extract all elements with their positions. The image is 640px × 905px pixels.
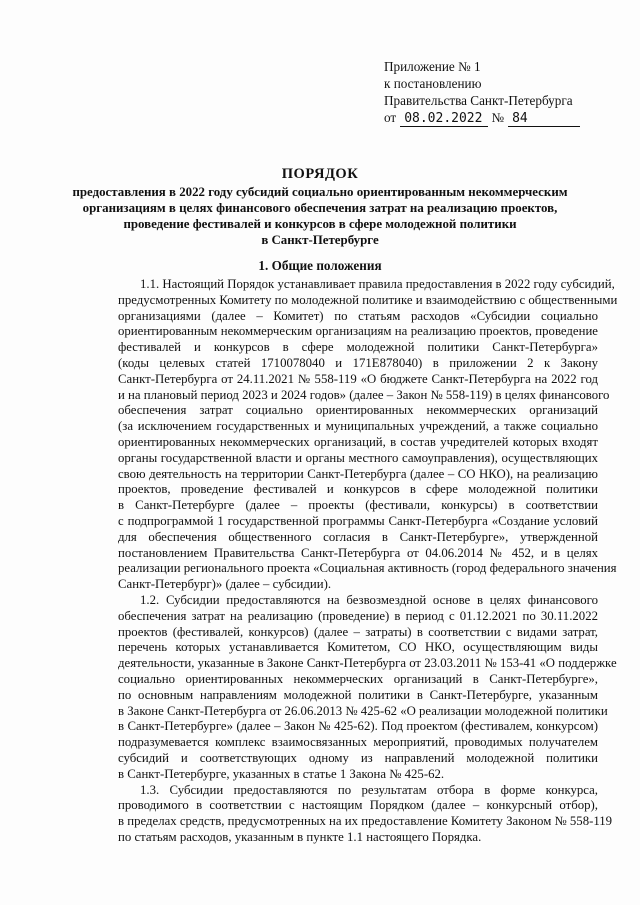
subtitle-line: предоставления в 2022 году субсидий социально ориентированным некоммерческим (72, 185, 568, 199)
paragraph-line: 1.3. Субсидии предоставляются по результатам отбора в форме конкурса, (140, 782, 598, 797)
subtitle-line: проведение фестивалей и конкурсов в сфере молодежной политики (123, 217, 517, 231)
document-title: ПОРЯДОК (281, 166, 359, 182)
paragraph-line: проектов, проведение фестивалей и конкурсов в сфере молодежной политики (118, 482, 598, 497)
appendix-date-line (384, 109, 580, 127)
subtitle-line: в Санкт-Петербурге (261, 233, 379, 247)
paragraph-2 (118, 592, 617, 783)
paragraph-line: реализации регионального проекта «Социальная активность (город федерального значения (118, 561, 617, 576)
subtitle-line: организациям в целях финансового обеспечения затрат на реализацию проектов, (82, 201, 558, 215)
paragraph-line: Санкт-Петербург)» (далее – субсидии). (118, 577, 332, 592)
paragraph-line: в Санкт-Петербурге, указанных в статье 1 Закона № 425-62. (118, 766, 445, 781)
paragraph-line: по основным направлениям молодежной политики в Санкт-Петербурге, указанным (118, 687, 598, 702)
appendix-line-2: к постановлению (384, 76, 482, 91)
paragraph-line: обеспечения затрат на реализацию (проведение) в период с 01.12.2021 по 30.11.2022 (118, 608, 598, 623)
appendix-line-3: Правительства Санкт-Петербурга (384, 93, 573, 108)
paragraph-line: с подпрограммой 1 государственной программы Санкт-Петербурга «Создание условий (118, 513, 598, 528)
paragraph-line: Санкт-Петербурга от 24.11.2021 № 558-119 «О бюджете Санкт-Петербурга на 2022 год (118, 371, 598, 386)
paragraph-line: деятельности, указанные в Законе Санкт-Петербурга от 23.03.2011 № 153-41 «О поддержке (118, 656, 617, 671)
paragraph-line: и на плановый период 2023 и 2024 годов» (далее – Закон № 558-119) в целях финансового (118, 387, 610, 402)
handwritten-number: 84 (508, 112, 580, 127)
document-body (118, 277, 618, 846)
paragraph-line: подразумевается комплекс взаимосвязанных мероприятий, проводимых получателем (118, 735, 598, 750)
paragraph-line: социально ориентированных некоммерческих организаций в Санкт-Петербурге», (118, 671, 598, 686)
paragraph-line: фестивалей и конкурсов в сфере молодежной политики Санкт-Петербурга» (118, 340, 598, 355)
paragraph-1 (118, 277, 618, 593)
paragraph-line: для обеспечения общественного согласия в Санкт-Петербурге», утвержденной (118, 529, 598, 544)
section-heading: 1. Общие положения (258, 258, 382, 273)
paragraph-line: 1.2. Субсидии предоставляются на безвозмездной основе в целях финансового (140, 592, 598, 607)
paragraph-line: в Санкт-Петербурге (далее – проекты (фестивали, конкурсы) в соответствии (118, 498, 598, 513)
paragraph-line: в Санкт-Петербурге» (далее – Закон № 425-62). Под проектом (фестивалем, конкурсом) (118, 719, 598, 734)
paragraph-3 (118, 782, 613, 846)
paragraph-line: предусмотренных Комитету по молодежной политике и взаимодействию с общественными (118, 292, 618, 307)
paragraph-line: свою деятельность на территории Санкт-Петербурга (далее – СО НКО), на реализацию (118, 466, 598, 481)
paragraph-line: органы государственной власти и органы местного самоуправления), осуществляющих (118, 450, 598, 465)
appendix-line-1: Приложение № 1 (384, 59, 481, 74)
paragraph-line: постановлением Правительства Санкт-Петербурга от 04.06.2014 № 452, и в целях (118, 545, 598, 560)
paragraph-line: проводимого в соответствии с настоящим Порядком (далее – конкурсный отбор), (118, 798, 598, 813)
from-label: от (384, 110, 397, 125)
paragraph-line: субсидий и соответствующих одному из направлений молодежной политики (118, 750, 598, 765)
handwritten-date: 08.02.2022 (400, 112, 488, 127)
number-label: № (491, 110, 505, 125)
appendix-block (384, 58, 580, 127)
paragraph-line: проектов (фестивалей, конкурсов) (далее – затраты) в соответствии с видами затрат, (118, 624, 598, 639)
paragraph-line: по статьям расходов, указанным в пункте 1.1 настоящего Порядка. (118, 829, 482, 844)
paragraph-line: обеспечения затрат социально ориентированных некоммерческих организаций (118, 403, 598, 418)
paragraph-line: ориентированных некоммерческих организаций, в состав учредителей которых входят (118, 434, 598, 449)
paragraph-line: (коды целевых статей 1710078040 и 171Е878040) в приложении 2 к Закону (118, 355, 598, 370)
paragraph-line: ориентированным некоммерческим организациям на реализацию проектов, проведение (118, 324, 598, 339)
document-subtitle (0, 184, 640, 248)
paragraph-line: в Законе Санкт-Петербурга от 26.06.2013 № 425-62 «О реализации молодежной политики (118, 703, 608, 718)
paragraph-line: перечень которых устанавливается Комитетом, СО НКО, осуществляющим виды (118, 640, 598, 655)
paragraph-line: (за исключением государственных и муниципальных учреждений, а также социально (118, 419, 598, 434)
paragraph-line: в пределах средств, предусмотренных на их предоставление Комитету Законом № 558-119 (118, 814, 613, 829)
paragraph-line: 1.1. Настоящий Порядок устанавливает правила предоставления в 2022 году субсидий, (140, 277, 615, 291)
paragraph-line: организациями (далее – Комитет) по статьям расходов «Субсидии социально (118, 308, 598, 323)
